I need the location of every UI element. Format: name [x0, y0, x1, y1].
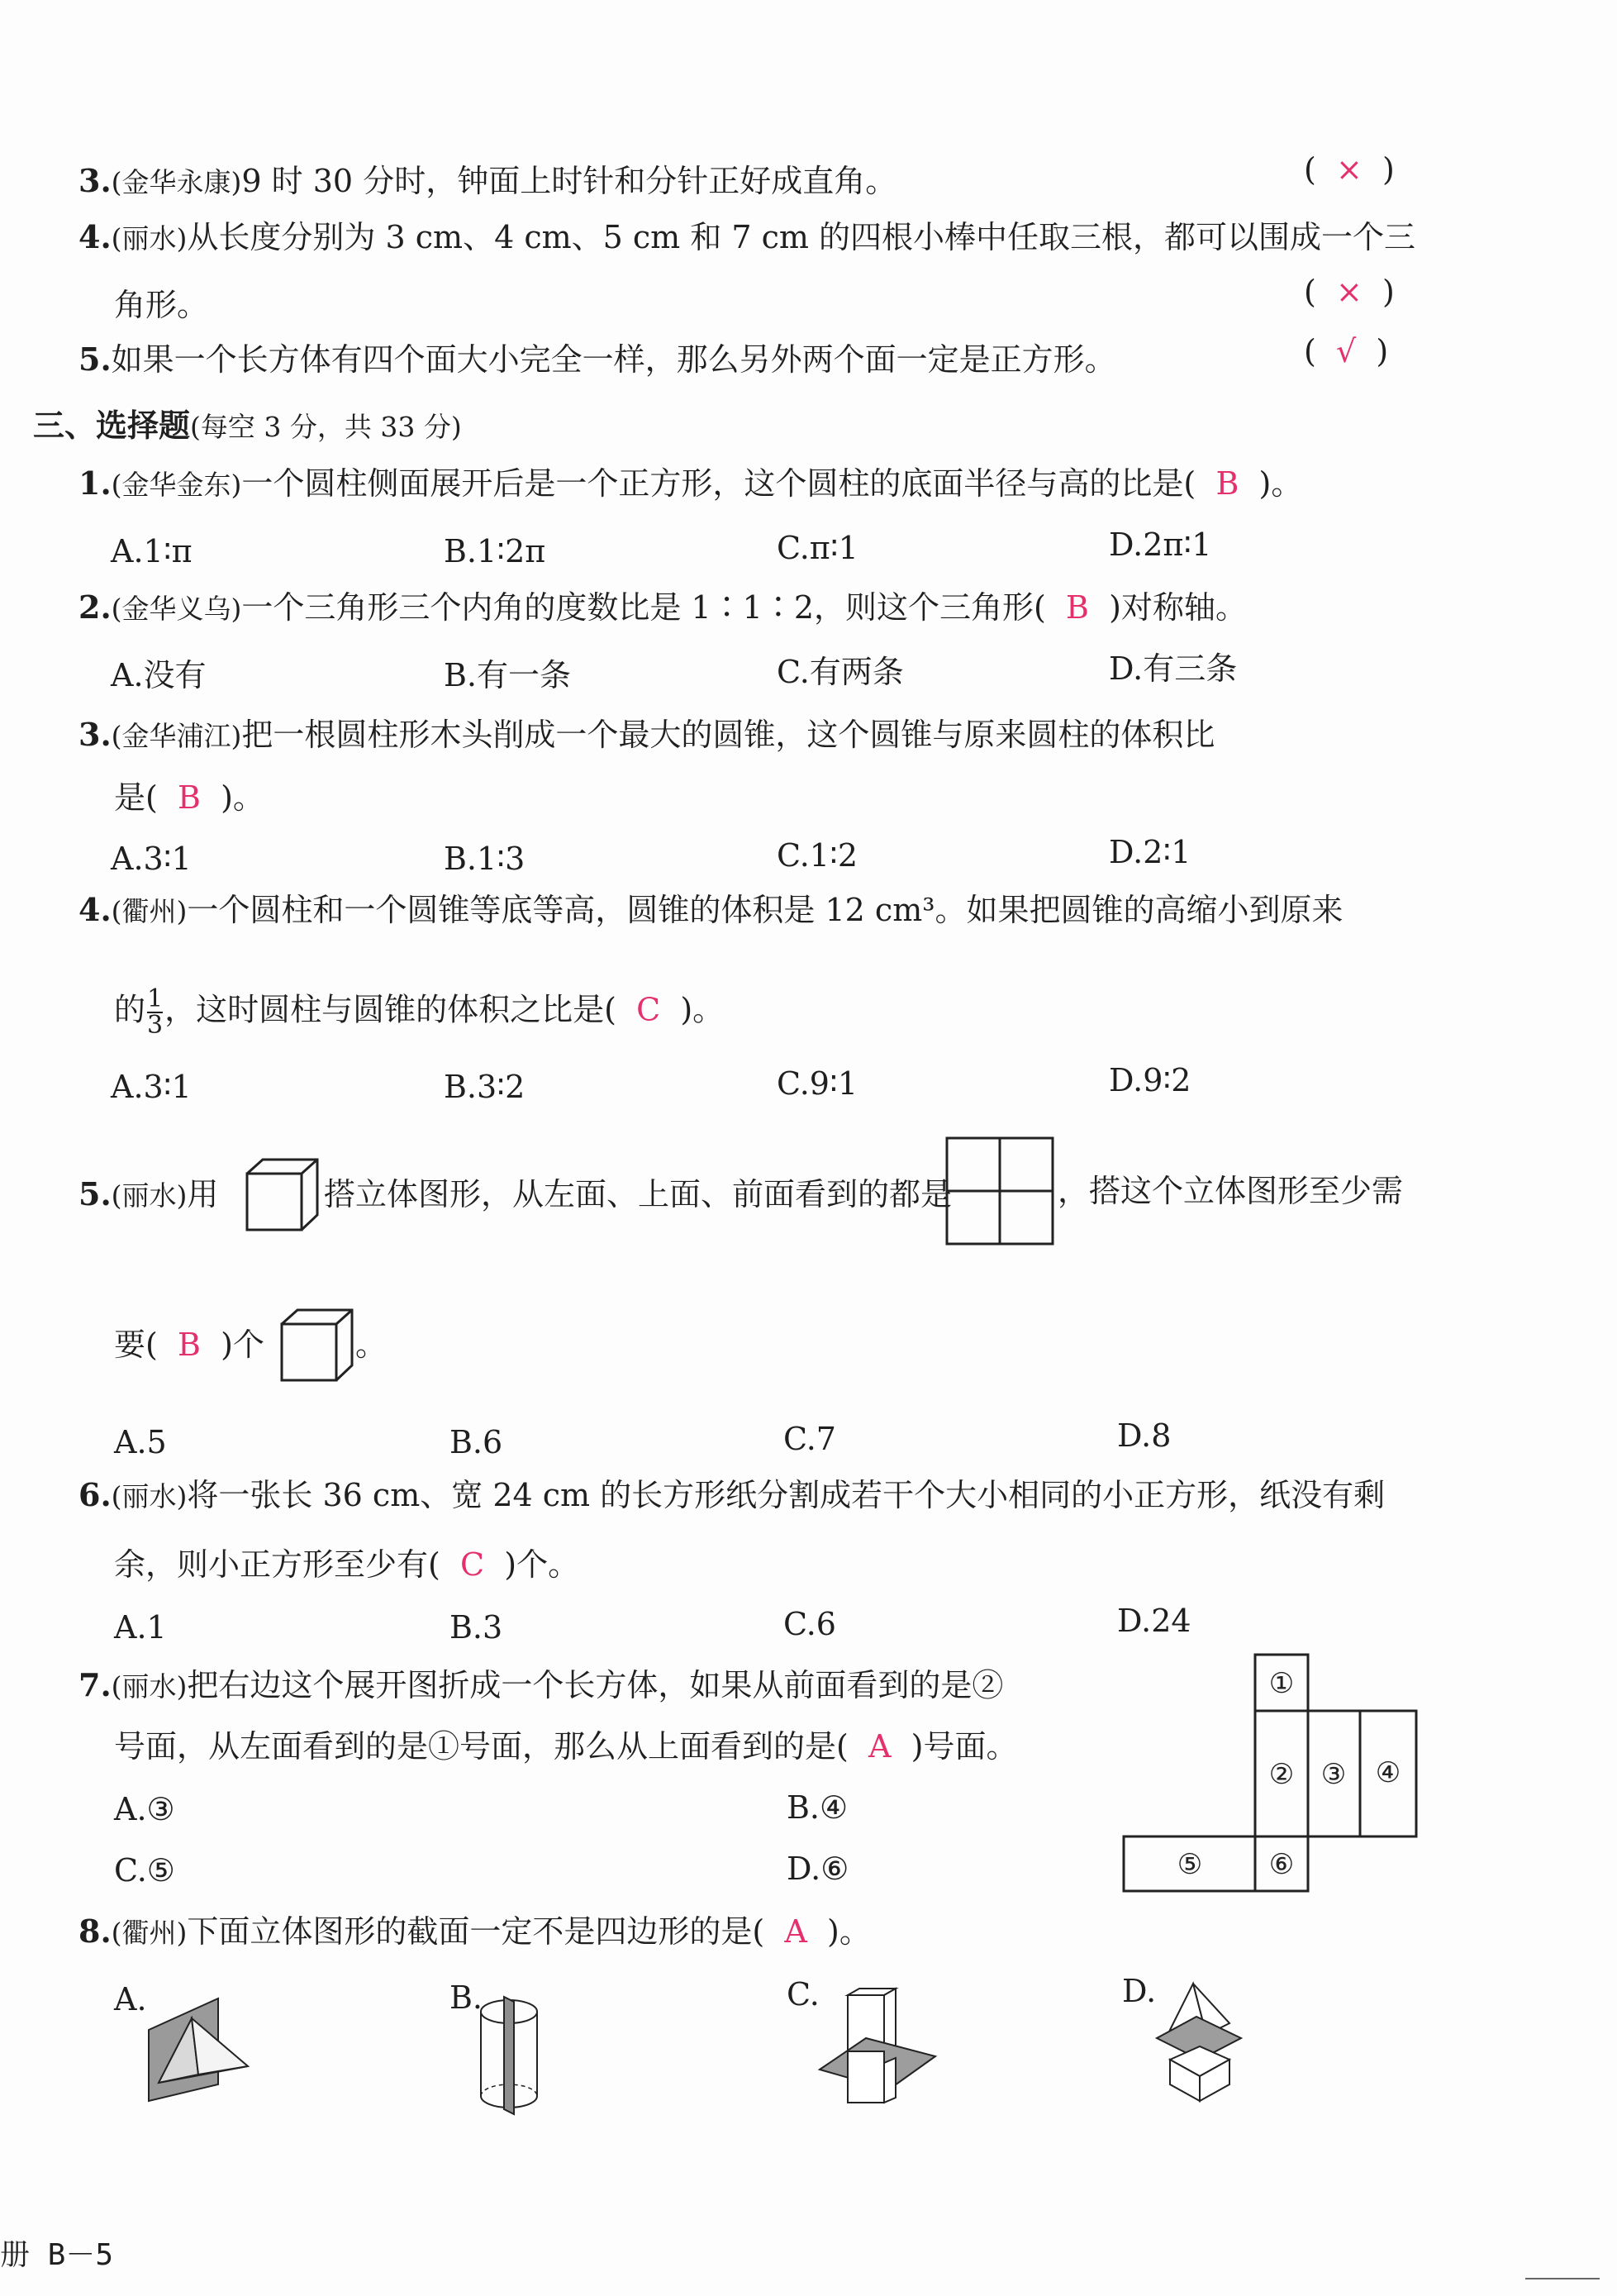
- cuboid-cut-figure: [816, 1987, 940, 2111]
- net-face-5: ⑤: [1177, 1848, 1203, 1881]
- q7-option-d: D.⑥: [787, 1851, 849, 1887]
- q4-option-d: D.9∶2: [1109, 1062, 1191, 1098]
- judge-4-answer: ( × ): [1304, 274, 1395, 310]
- judge-3-answer: ( × ): [1304, 151, 1395, 188]
- question-5-line2: 要( B )个: [114, 1327, 264, 1363]
- question-7-line2: 号面，从左面看到的是①号面，那么从上面看到的是( A )号面。: [114, 1728, 1018, 1765]
- q5-option-c: C.7: [783, 1421, 836, 1457]
- net-face-2: ②: [1268, 1758, 1295, 1791]
- q6-option-a: A.1: [114, 1609, 167, 1646]
- q3-option-c: C.1∶2: [777, 837, 858, 874]
- small-cube-icon-2: [279, 1308, 355, 1384]
- q6-option-d: D.24: [1117, 1603, 1191, 1639]
- q8-option-b: B.: [449, 1979, 483, 2016]
- q6-option-b: B.3: [449, 1609, 503, 1646]
- net-face-6: ⑥: [1268, 1848, 1295, 1881]
- pyramid-cube-cut-figure: [1153, 1980, 1244, 2104]
- q2-option-d: D.有三条: [1109, 650, 1238, 687]
- question-5-line2-end: 。: [355, 1327, 388, 1363]
- question-6: 6.(丽水)将一张长 36 cm、宽 24 cm 的长方形纸分割成若干个大小相同的小正方形，纸没有剩: [78, 1476, 1386, 1513]
- section-3-title: 三、选择题(每空 3 分，共 33 分): [33, 407, 462, 444]
- question-5-tail: ，搭这个立体图形至少需: [1058, 1173, 1404, 1209]
- cylinder-cut-figure: [476, 1994, 542, 2117]
- q8-option-d: D.: [1122, 1973, 1157, 2009]
- question-7: 7.(丽水)把右边这个展开图折成一个长方体，如果从前面看到的是②: [78, 1666, 1004, 1703]
- q1-option-b: B.1∶2π: [444, 533, 546, 569]
- q2-option-b: B.有一条: [444, 657, 572, 693]
- judge-4: 4.(丽水)从长度分别为 3 cm、4 cm、5 cm 和 7 cm 的四根小棒中任取三根，都可以围成一个三: [78, 218, 1416, 255]
- judge-3: 3.(金华永康)9 时 30 分时，钟面上时针和分针正好成直角。: [78, 162, 897, 199]
- q6-option-c: C.6: [783, 1606, 836, 1642]
- q7-option-a: A.③: [114, 1791, 175, 1827]
- q7-option-c: C.⑤: [114, 1852, 175, 1889]
- q1-option-a: A.1∶π: [111, 533, 193, 569]
- q4-option-a: A.3∶1: [111, 1069, 192, 1105]
- footer-rule: [1525, 2278, 1600, 2279]
- q5-option-b: B.6: [449, 1424, 503, 1460]
- question-2: 2.(金华义乌)一个三角形三个内角的度数比是 1∶1∶2，则这个三角形( B )对称轴。: [78, 588, 1247, 626]
- q3-option-b: B.1∶3: [444, 841, 526, 877]
- q7-option-b: B.④: [787, 1789, 849, 1826]
- pyramid-cut-figure: [142, 1997, 258, 2104]
- question-5: 5.(丽水)用: [78, 1175, 219, 1212]
- q2-option-a: A.没有: [111, 657, 207, 693]
- question-3: 3.(金华浦江)把一根圆柱形木头削成一个最大的圆锥，这个圆锥与原来圆柱的体积比: [78, 716, 1215, 753]
- q4-option-b: B.3∶2: [444, 1069, 526, 1105]
- judge-4-line2: 角形。: [114, 287, 209, 323]
- net-face-1: ①: [1268, 1667, 1295, 1700]
- q3-option-a: A.3∶1: [111, 841, 192, 877]
- square-view-grid-icon: [945, 1136, 1054, 1246]
- question-4-line2: 的 $\frac{1}{3}$ ，这时圆柱与圆锥的体积之比是( C )。: [114, 984, 725, 1040]
- q3-option-d: D.2∶1: [1109, 834, 1191, 870]
- question-8: 8.(衢州)下面立体图形的截面一定不是四边形的是( A )。: [78, 1913, 871, 1950]
- page-footer: 册 B－5: [0, 2238, 114, 2272]
- cuboid-net-diagram: [1120, 1653, 1420, 1901]
- q4-option-c: C.9∶1: [777, 1065, 858, 1102]
- question-5-mid: 搭立体图形，从左面、上面、前面看到的都是: [324, 1176, 953, 1212]
- q1-option-d: D.2π∶1: [1109, 526, 1212, 563]
- q5-option-a: A.5: [114, 1424, 167, 1460]
- fraction-one-third: $\frac{1}{3}$: [147, 984, 164, 1040]
- net-face-3: ③: [1320, 1758, 1347, 1791]
- question-3-line2: 是( B )。: [114, 779, 264, 816]
- q2-option-c: C.有两条: [777, 654, 904, 690]
- question-6-line2: 余，则小正方形至少有( C )个。: [114, 1546, 580, 1583]
- judge-5-answer: ( √ ): [1304, 333, 1389, 369]
- judge-5: 5.如果一个长方体有四个面大小完全一样，那么另外两个面一定是正方形。: [78, 341, 1116, 378]
- q8-option-a: A.: [114, 1981, 147, 2017]
- q8-option-c: C.: [787, 1976, 820, 2013]
- question-1: 1.(金华金东)一个圆柱侧面展开后是一个正方形，这个圆柱的底面半径与高的比是( B )。: [78, 464, 1303, 502]
- q5-option-d: D.8: [1117, 1417, 1172, 1454]
- q1-option-c: C.π∶1: [777, 530, 858, 566]
- net-face-4: ④: [1375, 1756, 1401, 1789]
- question-4: 4.(衢州)一个圆柱和一个圆锥等底等高，圆锥的体积是 12 cm³。如果把圆锥的高缩小到原来: [78, 891, 1344, 928]
- small-cube-icon: [245, 1157, 321, 1233]
